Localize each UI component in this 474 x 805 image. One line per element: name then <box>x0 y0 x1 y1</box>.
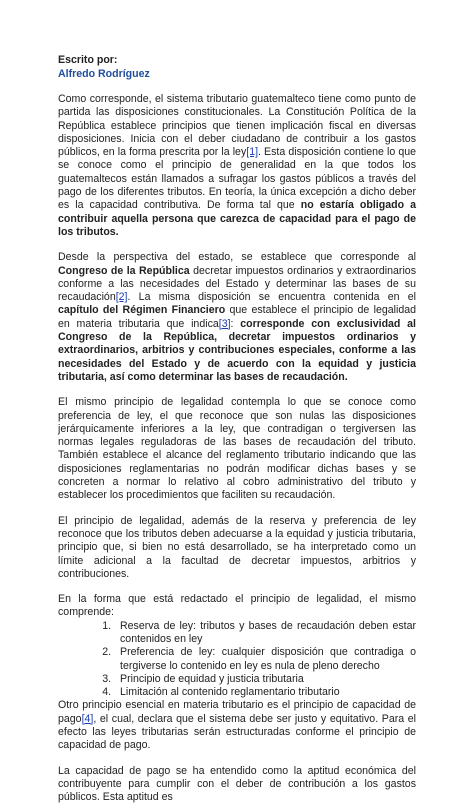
list-item: 2. Preferencia de ley: cualquier disposición que contradiga o tergiverse lo contenido en ley es nula de pleno derecho <box>114 646 416 673</box>
footnote-link-2[interactable]: [2] <box>115 291 128 304</box>
paragraph-7: La capacidad de pago se ha entendido como la aptitud económica del contribuyente para cumplir con el deber de contribución a los gastos públicos. Esta aptitud es <box>58 764 416 804</box>
list-item: 4. Limitación al contenido reglamentario tributario <box>114 686 416 699</box>
paragraph-5-intro: En la forma que está redactado el principio de legalidad, el mismo comprende: <box>58 593 416 619</box>
paragraph-2 <box>58 251 416 384</box>
paragraph-2-bold-c: corresponde con exclusividad al Congreso de la República, decretar impuestos ordinarios y extraordinarios, arbitrios y contribuciones especiales, conforme a las necesidades del Estado y de acuerdo con la equidad y justicia tributaria, así como determinar las bases de recaudación. <box>58 317 417 383</box>
paragraph-1-bold: no estaría obligado a contribuir aquella persona que carezca de capacidad para el pago de los tributos. <box>58 199 416 238</box>
paragraph-2-text-d: que establece el principio de legalidad en materia tributaria que indica <box>58 304 417 330</box>
paragraph-2-bold-b: capítulo del Régimen Financiero <box>58 304 226 317</box>
footnote-link-3[interactable]: [3] <box>218 317 231 330</box>
footnote-link-4[interactable]: [4] <box>81 712 94 725</box>
paragraph-3: El mismo principio de legalidad contempla lo que se conoce como preferencia de ley, el que reconoce que son nulas las disposiciones jerárquicamente inferiores a la ley, que contradigan o tergiversen las normas legales reguladoras de las bases de recaudación del tributo. También establece el alcance del reglamento tributario indicando que las disposiciones reglamentarias no podrán modificar dichas bases y se concreten a normar lo relativo al cobro administrativo del tributo y establecer los procedimientos que faciliten su recaudación. <box>58 396 416 502</box>
paragraph-1 <box>58 93 416 239</box>
paragraph-1-text-b: . Esta disposición contiene lo que se conoce como el principio de generalidad en la que todos los guatemaltecos están llamados a sufragar los gastos públicos a través del pago de los diferentes tributos. En teoría, la única excepción a dicho deber es la capacidad contributiva. De forma tal que <box>58 146 416 212</box>
footnote-link-1[interactable]: [1] <box>246 146 259 159</box>
paragraph-2-text-a: Desde la perspectiva del estado, se establece que corresponde al <box>58 251 416 264</box>
paragraph-6 <box>58 699 416 752</box>
author-name: Alfredo Rodríguez <box>58 67 150 80</box>
paragraph-2-bold-a: Congreso de la República <box>58 264 190 277</box>
byline <box>58 54 416 81</box>
paragraph-6-text-b: , el cual, declara que el sistema debe ser justo y equitativo. Para el efecto las leyes tributarias serán estructuradas conforme el principio de capacidad de pago. <box>58 712 416 752</box>
paragraph-2-text-e: : <box>230 317 241 330</box>
list-item: 1. Reserva de ley: tributos y bases de recaudación deben estar contenidos en ley <box>114 620 416 647</box>
paragraph-4: El principio de legalidad, además de la reserva y preferencia de ley reconoce que los tributos deben adecuarse a la equidad y justicia tributaria, principio que, si bien no está desarrollado, se ha interpretado como un límite adicional a la facultad de decretar impuestos, arbitrios y contribuciones. <box>58 514 416 580</box>
byline-label: Escrito por: <box>58 54 118 66</box>
paragraph-6-text-a: Otro principio esencial en materia tributario es el principio de capacidad de pago <box>58 699 416 725</box>
list-item: 3. Principio de equidad y justicia tributaria <box>114 673 416 686</box>
paragraph-2-text-c: . La misma disposición se encuentra contenida en el <box>127 291 416 304</box>
paragraph-1-text-a: Como corresponde, el sistema tributario guatemalteco tiene como punto de partida las disposiciones constitucionales. La Constitución Política de la República establece principios que tienen implicación fiscal en diversas disposiciones. Inicia con el deber ciudadano de contribuir a los gastos públicos, en la forma prescrita por la ley <box>58 93 416 159</box>
paragraph-2-text-b: decretar impuestos ordinarios y extraordinarios conforme a las necesidades del Estado y determinar las bases de su recaudación <box>58 264 416 304</box>
